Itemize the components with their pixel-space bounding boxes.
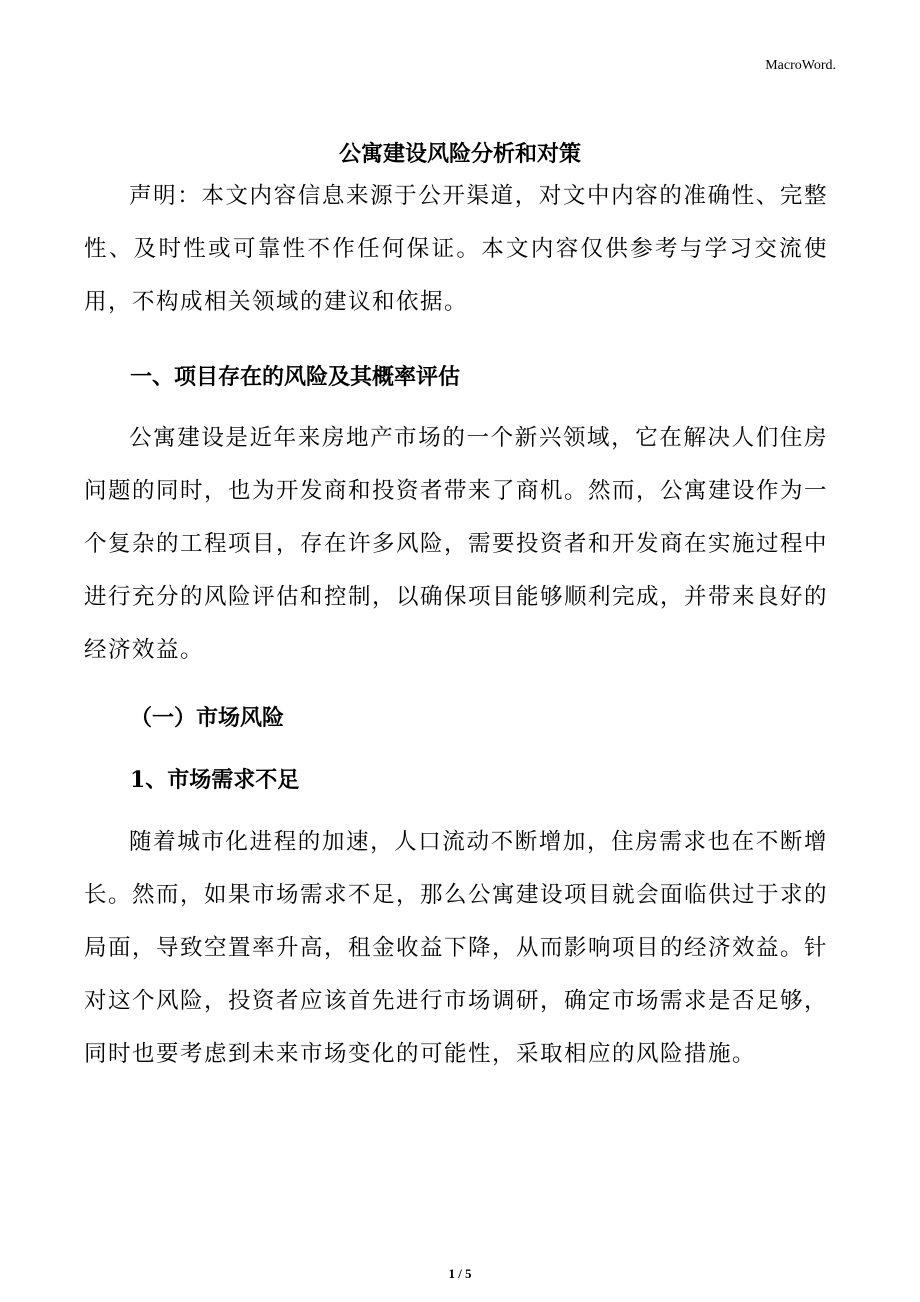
section-1-intro-paragraph: 公寓建设是近年来房地产市场的一个新兴领域，它在解决人们住房问题的同时，也为开发商和投资者带来了商机。然而，公寓建设作为一个复杂的工程项目，存在许多风险，需要投资者和开发商在实施过程中进行充分的风险评估和控制，以确保项目能够顺利完成，并带来良好的经济效益。 [84,425,829,663]
page-number: 1 / 5 [448,1266,472,1281]
section-1-heading: 一、项目存在的风险及其概率评估 [130,365,461,390]
disclaimer-paragraph: 声明：本文内容信息来源于公开渠道，对文中内容的准确性、完整性、及时性或可靠性不作任何保证。本文内容仅供参考与学习交流使用，不构成相关领域的建议和依据。 [84,183,828,315]
item-insufficient-demand-heading: 1、市场需求不足 [130,767,300,793]
subsection-market-risk-heading: （一）市场风险 [130,705,285,731]
header-brand: MacroWord. [765,58,836,73]
item-insufficient-demand-paragraph: 随着城市化进程的加速，人口流动不断增加，住房需求也在不断增长。然而，如果市场需求不足，那么公寓建设项目就会面临供过于求的局面，导致空置率升高，租金收益下降，从而影响项目的经济效益。针对这个风险，投资者应该首先进行市场调研，确定市场需求是否足够，同时也要考虑到未来市场变化的可能性，采取相应的风险措施。 [84,829,829,1067]
document-title: 公寓建设风险分析和对策 [338,141,581,167]
